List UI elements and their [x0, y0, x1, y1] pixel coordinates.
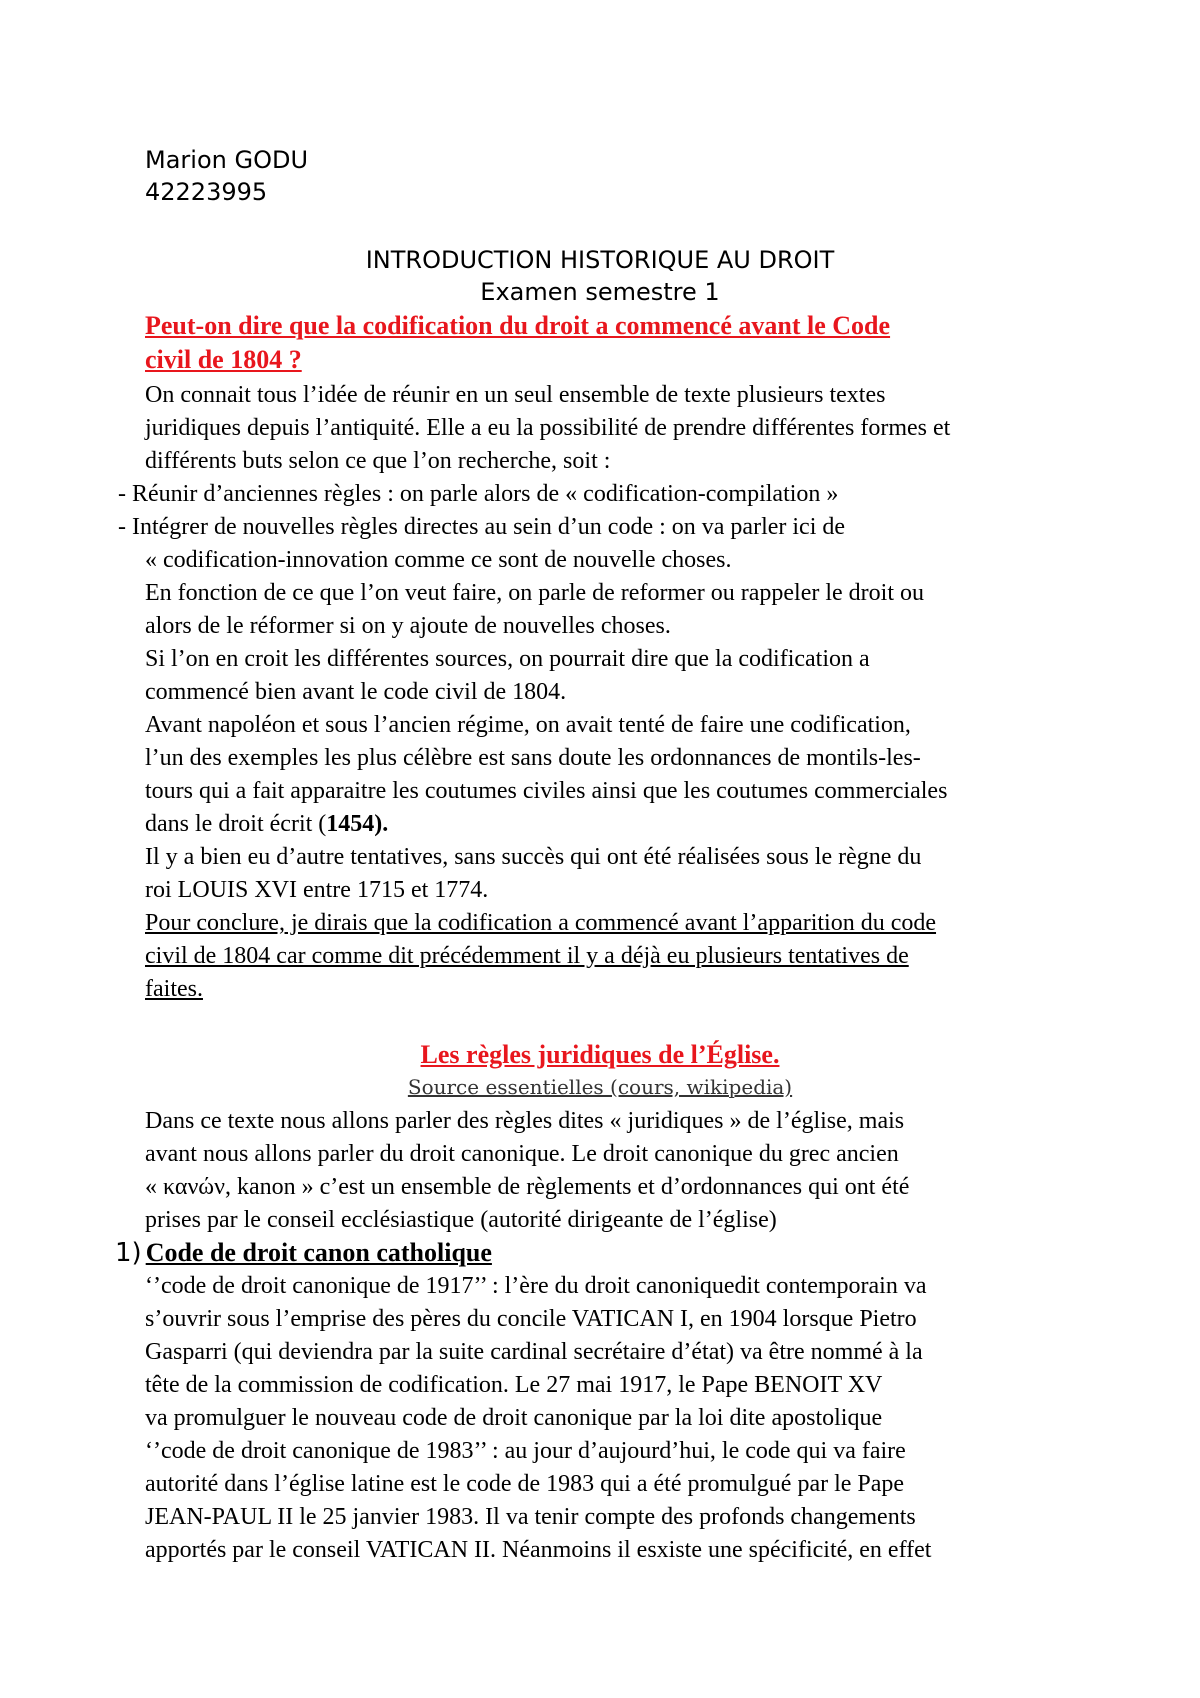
- paragraph-line: ‘’code de droit canonique de 1983’’ : au jour d’aujourd’hui, le code qui va faire: [145, 1438, 906, 1464]
- question-heading-line-2: civil de 1804 ?: [145, 345, 302, 374]
- conclusion-line: faites.: [145, 976, 203, 1002]
- paragraph-line: prises par le conseil ecclésiastique (autorité dirigeante de l’église): [145, 1207, 777, 1233]
- paragraph-line: Gasparri (qui deviendra par la suite cardinal secrétaire d’état) va être nommé à la: [145, 1339, 923, 1365]
- paragraph-line: ‘’code de droit canonique de 1917’’ : l’ère du droit canoniquedit contemporain va: [145, 1273, 927, 1299]
- paragraph-line: Dans ce texte nous allons parler des règles dites « juridiques » de l’église, mais: [145, 1108, 905, 1134]
- paragraph-line: autorité dans l’église latine est le code de 1983 qui a été promulgué par le Pape: [145, 1471, 905, 1497]
- paragraph-line: apportés par le conseil VATICAN II. Néanmoins il esxiste une spécificité, en effet: [145, 1537, 932, 1563]
- document-title: INTRODUCTION HISTORIQUE AU DROIT: [365, 246, 835, 274]
- paragraph-line: juridiques depuis l’antiquité. Elle a eu la possibilité de prendre différentes formes et: [145, 415, 951, 441]
- paragraph-text: dans le droit écrit (: [145, 811, 327, 837]
- paragraph-line: roi LOUIS XVI entre 1715 et 1774.: [145, 877, 489, 903]
- bullet-item: - Intégrer de nouvelles règles directes au sein d’un code : on va parler ici de: [118, 514, 846, 540]
- author-name: Marion GODU: [145, 146, 309, 174]
- bullet-item-continuation: « codification-innovation comme ce sont de nouvelle choses.: [145, 547, 732, 573]
- section-heading: Les règles juridiques de l’Église.: [420, 1040, 780, 1069]
- paragraph-line: Si l’on en croit les différentes sources, on pourrait dire que la codification a: [145, 646, 870, 672]
- source-note: Source essentielles (cours, wikipedia): [407, 1075, 793, 1099]
- paragraph-line: avant nous allons parler du droit canonique. Le droit canonique du grec ancien: [145, 1141, 899, 1167]
- paragraph-line: En fonction de ce que l’on veut faire, on parle de reformer ou rappeler le droit ou: [145, 580, 925, 606]
- paragraph-line: Avant napoléon et sous l’ancien régime, on avait tenté de faire une codification,: [145, 712, 911, 738]
- paragraph-line: alors de le réformer si on y ajoute de nouvelles choses.: [145, 613, 671, 639]
- student-id: 42223995: [145, 178, 268, 206]
- paragraph-line: commencé bien avant le code civil de 1804.: [145, 679, 567, 705]
- paragraph-line: Il y a bien eu d’autre tentatives, sans succès qui ont été réalisées sous le règne du: [145, 844, 922, 870]
- paragraph-line: [145, 808, 388, 840]
- paragraph-line: s’ouvrir sous l’emprise des pères du concile VATICAN I, en 1904 lorsque Pietro: [145, 1306, 917, 1332]
- paragraph-line: tours qui a fait apparaitre les coutumes civiles ainsi que les coutumes commerciales: [145, 778, 948, 804]
- paragraph-line: différents buts selon ce que l’on recherche, soit :: [145, 448, 611, 474]
- conclusion-line: civil de 1804 car comme dit précédemment il y a déjà eu plusieurs tentatives de: [145, 943, 909, 969]
- document-subtitle: Examen semestre 1: [480, 278, 720, 306]
- subsection-heading: [115, 1237, 492, 1273]
- paragraph-line: va promulguer le nouveau code de droit canonique par la loi dite apostolique: [145, 1405, 883, 1431]
- paragraph-line: « κανών, kanon » c’est un ensemble de règlements et d’ordonnances qui ont été: [145, 1174, 910, 1200]
- subsection-title: Code de droit canon catholique: [145, 1238, 492, 1267]
- paragraph-line: tête de la commission de codification. Le 27 mai 1917, le Pape BENOIT XV: [145, 1372, 883, 1398]
- subsection-number: 1): [115, 1238, 142, 1268]
- paragraph-line: JEAN-PAUL II le 25 janvier 1983. Il va tenir compte des profonds changements: [145, 1504, 916, 1530]
- bullet-item: - Réunir d’anciennes règles : on parle alors de « codification-compilation »: [118, 481, 839, 507]
- paragraph-line: l’un des exemples les plus célèbre est sans doute les ordonnances de montils-les-: [145, 745, 921, 771]
- paragraph-line: On connait tous l’idée de réunir en un seul ensemble de texte plusieurs textes: [145, 382, 886, 408]
- date-emphasis: 1454).: [326, 811, 389, 837]
- conclusion-line: Pour conclure, je dirais que la codification a commencé avant l’apparition du code: [145, 910, 937, 936]
- question-heading-line-1: Peut-on dire que la codification du droit a commencé avant le Code: [145, 311, 891, 340]
